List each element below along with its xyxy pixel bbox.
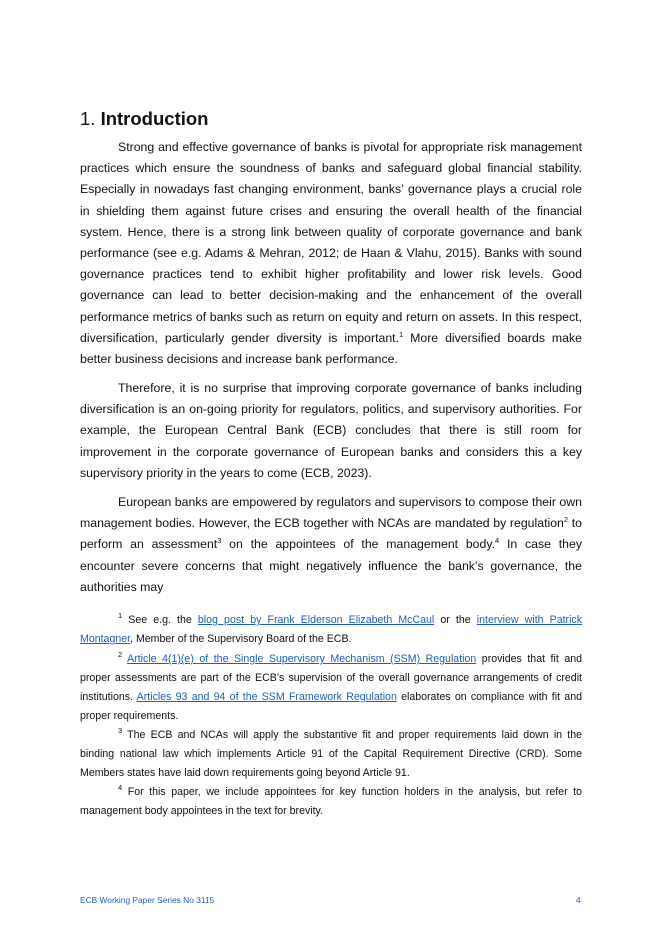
footnote: [80, 726, 582, 783]
hyperlink[interactable]: blog post by Frank Elderson Elizabeth McCaul: [197, 614, 435, 626]
text-run: More diversified boards make better business decisions and increase bank performance.: [80, 330, 582, 367]
text-run: , Member of the Supervisory Board of the ECB.: [130, 633, 352, 645]
section-number: 1.: [80, 108, 96, 129]
text-run: See e.g. the: [122, 614, 198, 626]
footnote: [80, 783, 582, 821]
text-run: provides that fit and proper assessments are part of the ECB’s supervision of the overall governance arrangements of credit institutions.: [80, 653, 582, 703]
text-run: to perform an assessment: [80, 516, 582, 552]
hyperlink[interactable]: interview with Patrick Montagner: [80, 614, 583, 645]
footnote-number: 4: [118, 783, 123, 792]
hyperlink[interactable]: Article 4(1)(e) of the Single Supervisory Mechanism (SSM) Regulation: [127, 653, 477, 665]
body-paragraph: [80, 137, 582, 370]
footer-series: ECB Working Paper Series No 3115: [80, 895, 215, 905]
hyperlink[interactable]: Articles 93 and 94 of the SSM Framework Regulation: [136, 691, 397, 703]
text-run: European banks are empowered by regulators and supervisors to compose their own management bodies. However, the ECB together with NCAs are mandated by regulation: [80, 495, 582, 531]
text-run: elaborates on compliance with fit and proper requirements.: [80, 691, 582, 722]
text-run: Therefore, it is no surprise that improving corporate governance of banks including diversification is an on-going priority for regulators, politics, and supervisory authorities. For example, the European Central Bank (ECB) concludes that there is still room for improvement in the corporate governance of European banks and considers this a key supervisory priority in the years to come (ECB, 2023).: [80, 381, 582, 480]
text-run: Strong and effective governance of banks is pivotal for appropriate risk management practices which ensure the soundness of banks and safeguard global financial stability. Especially in nowadays fast changing environment, banks’ governance plays a crucial role in shielding them against future crises and ensuring the overall health of the financial system. Hence, there is a strong link between quality of corporate governance and bank performance (see e.g. Adams & Mehran, 2012; de Haan & Vlahu, 2015). Banks with sound governance practices tend to exhibit higher profitability and lower risk levels. Good governance can lead to better decision-making and the enhancement of the overall performance metrics of banks such as return on equity and return on assets. In this respect, diversification, particularly gender diversity is important.: [80, 140, 582, 345]
text-run: In case they encounter severe concerns that might negatively influence the bank’s governance, the authorities may: [80, 537, 582, 594]
footnote-number: 2: [118, 650, 123, 659]
text-run: The ECB and NCAs will apply the substantive fit and proper requirements laid down in the binding national law which implements Article 91 of the Capital Requirement Directive (CRD). Some Members states have laid down requirements going beyond Article 91.: [80, 729, 582, 779]
footnote: [80, 611, 582, 649]
text-run: or the: [434, 614, 477, 626]
body-paragraph: [80, 378, 582, 484]
text-run: For this paper, we include appointees for key function holders in the analysis, but refer to management body appointees in the text for brevity.: [80, 786, 582, 817]
footnote-ref[interactable]: 4: [495, 536, 500, 546]
footnote-ref[interactable]: 3: [217, 536, 222, 546]
section-title: Introduction: [100, 108, 209, 129]
footnote-number: 1: [118, 611, 123, 620]
footnote: [80, 650, 582, 726]
footnote-ref[interactable]: 1: [399, 329, 404, 339]
body-paragraph: [80, 492, 582, 598]
page-number: 4: [576, 895, 581, 905]
footnote-ref[interactable]: 2: [563, 515, 569, 525]
footnote-number: 3: [118, 726, 123, 735]
text-run: on the appointees of the management body.: [221, 537, 496, 552]
section-heading: [80, 108, 208, 130]
